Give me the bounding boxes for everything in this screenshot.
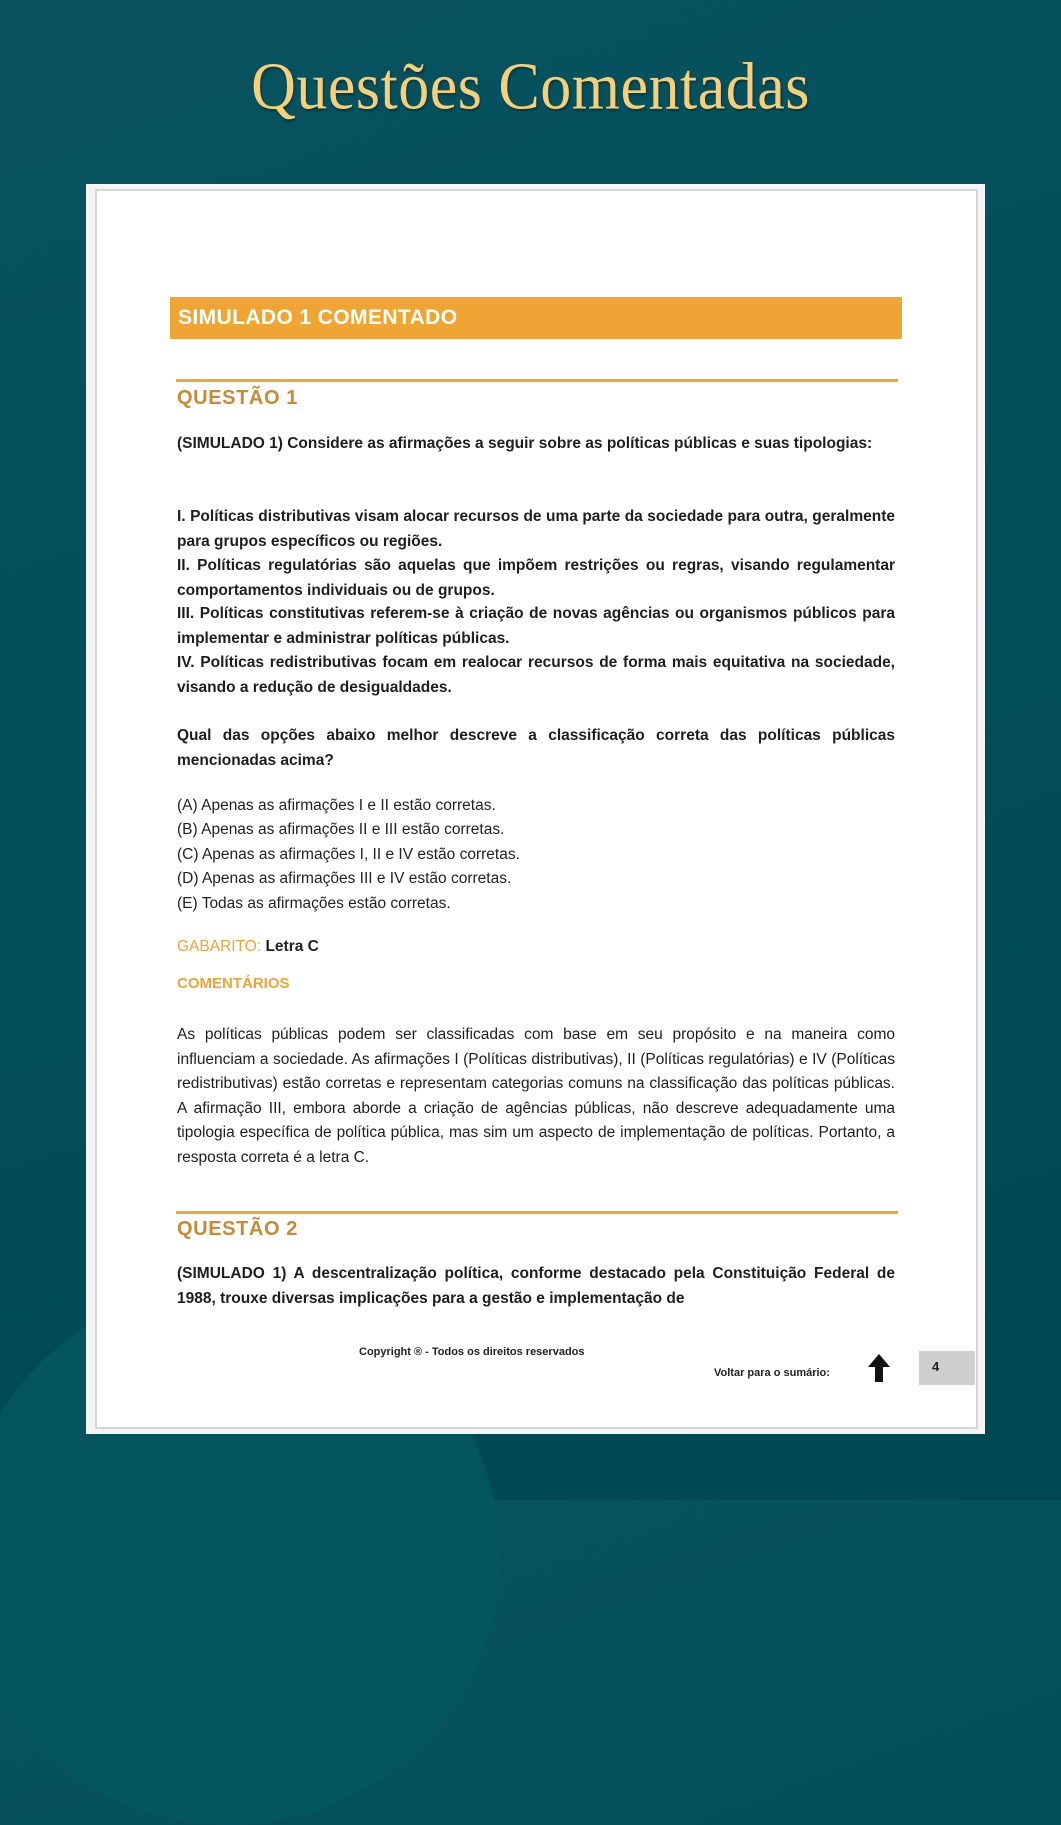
- question-divider: [176, 379, 898, 382]
- question-title: QUESTÃO 2: [177, 1218, 298, 1240]
- option-a: (A) Apenas as afirmações I e II estão corretas.: [177, 797, 496, 814]
- arrow-up-icon[interactable]: [867, 1353, 891, 1383]
- answer-separator: :: [256, 938, 266, 955]
- statement-1: I. Políticas distributivas visam alocar recursos de uma parte da sociedade para outra, geralmente para grupos específicos ou regiões.: [177, 508, 895, 550]
- option-d: (D) Apenas as afirmações III e IV estão corretas.: [177, 870, 512, 887]
- comments-label: COMENTÁRIOS: [177, 975, 290, 992]
- answer-line: [177, 935, 319, 960]
- page-number-box: [919, 1351, 975, 1385]
- section-header: [170, 297, 902, 339]
- question-title: QUESTÃO 1: [177, 387, 298, 409]
- option-b: (B) Apenas as afirmações II e III estão corretas.: [177, 821, 505, 838]
- statement-4: IV. Políticas redistributivas focam em realocar recursos de forma mais equitativa na sociedade, visando a redução de desigualdades.: [177, 654, 895, 696]
- statement-2: II. Políticas regulatórias são aquelas que impõem restrições ou regras, visando regulamentar comportamentos individuais ou de grupos.: [177, 557, 895, 599]
- section-title: SIMULADO 1 COMENTADO: [178, 306, 458, 329]
- page-headline: Questões Comentadas: [251, 50, 810, 124]
- comments-text: As políticas públicas podem ser classificadas com base em seu propósito e na maneira como influenciam a sociedade. As afirmações I (Políticas distributivas), II (Políticas regulatórias) e IV (Políticas redistributivas) estão corretas e representam categorias comuns na classificação das políticas públicas. A afirmação III, embora aborde a criação de agências públicas, não descreve adequadamente uma tipologia específica de política pública, mas sim um aspecto de implementação de políticas. Portanto, a resposta correta é a letra C.: [177, 1026, 895, 1166]
- question-prompt: (SIMULADO 1) A descentralização política, conforme destacado pela Constituição Federal de 1988, trouxe diversas implicações para a gestão e implementação de: [177, 1265, 895, 1307]
- question-divider: [176, 1211, 898, 1214]
- answer-value: Letra C: [265, 938, 319, 955]
- page-number: 4: [932, 1359, 940, 1374]
- question-text: Qual das opções abaixo melhor descreve a classificação correta das políticas públicas mencionadas acima?: [177, 727, 895, 769]
- option-e: (E) Todas as afirmações estão corretas.: [177, 895, 451, 912]
- copyright-text: Copyright ® - Todos os direitos reservados: [359, 1346, 585, 1358]
- statement-3: III. Políticas constitutivas referem-se à criação de novas agências ou organismos públicos para implementar e administrar políticas públicas.: [177, 605, 895, 647]
- option-c: (C) Apenas as afirmações I, II e IV estão corretas.: [177, 846, 520, 863]
- document-page: [86, 184, 985, 1434]
- question-prompt: (SIMULADO 1) Considere as afirmações a seguir sobre as políticas públicas e suas tipologias:: [177, 435, 873, 452]
- document-page-inner: [95, 189, 978, 1429]
- back-to-summary-link[interactable]: Voltar para o sumário:: [714, 1367, 830, 1379]
- answer-label: GABARITO: [177, 938, 257, 955]
